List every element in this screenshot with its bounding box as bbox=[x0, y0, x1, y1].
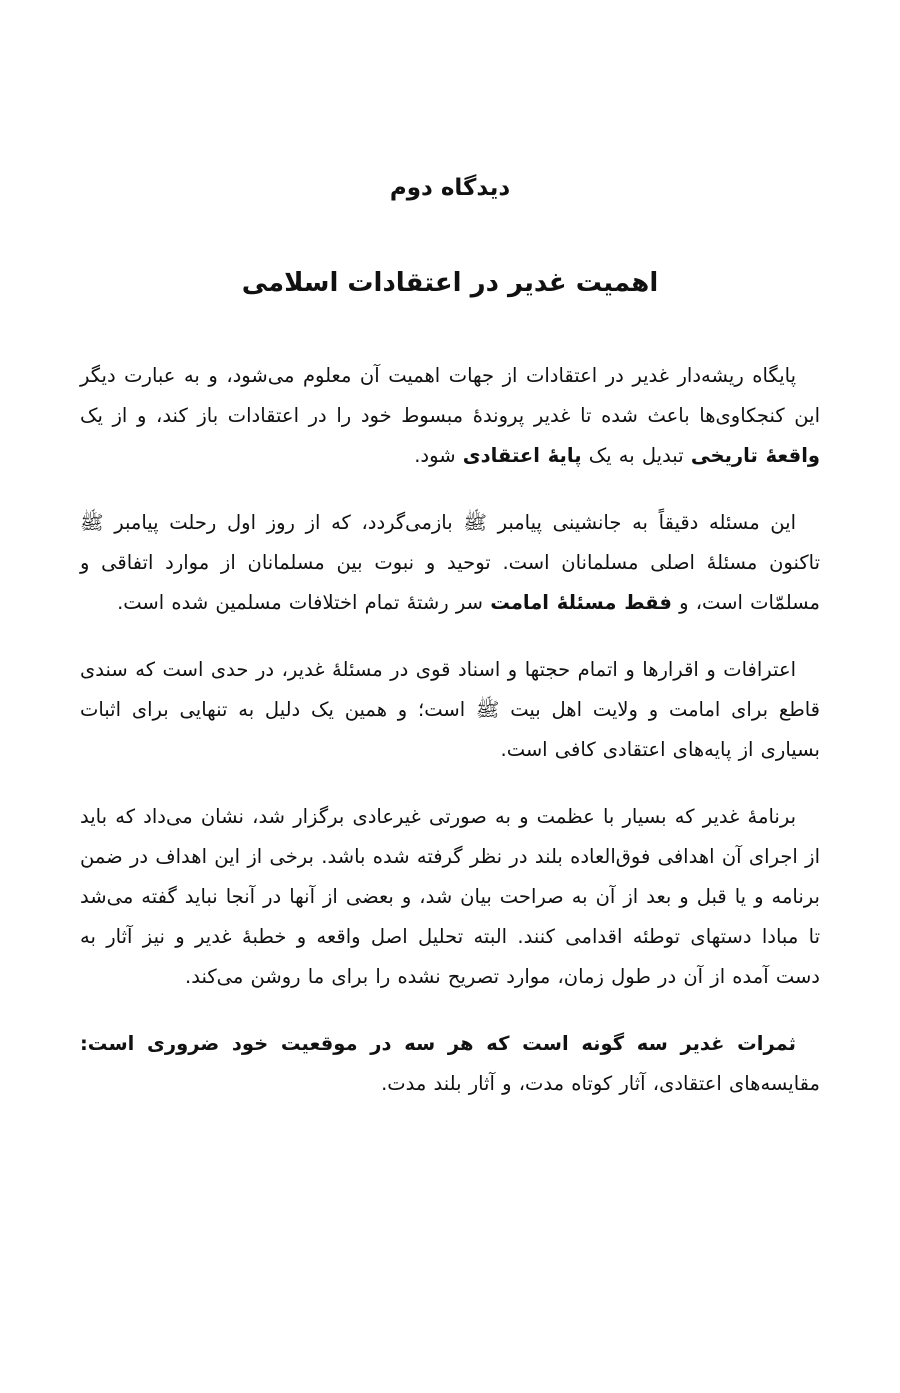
paragraph-5 bbox=[80, 1024, 820, 1104]
paragraph-5-text-c: مقایسه‌های اعتقادی، آثار کوتاه مدت، و آثار بلند مدت. bbox=[381, 1072, 820, 1095]
paragraph-1-bold-2: پایهٔ اعتقادی bbox=[462, 444, 582, 467]
paragraph-2-text-c: سر رشتهٔ تمام اختلافات مسلمین شده است. bbox=[117, 591, 491, 614]
paragraph-5-bold-1: ثمرات غدیر سه گونه است که هر سه در موقعیت خود ضروری است: bbox=[80, 1032, 796, 1055]
paragraph-1-bold-1: واقعهٔ تاریخی bbox=[690, 444, 820, 467]
paragraph-2-text-a: این مسئله دقیقاً به جانشینی پیامبر ﷺ بازمی‌گردد، که از روز اول رحلت پیامبر ﷺ تاکنون مسئلهٔ اصلی مسلمانان است. توحید و نبوت بین مسلمانان از موارد اتفاقی و مسلمّات است، و bbox=[80, 511, 820, 614]
paragraph-1-text-c: تبدیل به یک bbox=[581, 444, 691, 467]
paragraph-2 bbox=[80, 503, 820, 623]
section-title: اهمیت غدیر در اعتقادات اسلامی bbox=[241, 268, 659, 298]
paragraph-4: برنامهٔ غدیر که بسیار با عظمت و به صورتی غیرعادی برگزار شد، نشان می‌داد که باید از اجرای آن اهدافی فوق‌العاده بلند در نظر گرفته شده باشد. برخی از این اهداف در ضمن برنامه و یا قبل و بعد از آن به صراحت بیان شد، و بعضی از آنها در آنجا نباید گفته می‌شد تا مبادا دستهای توطئه اقدامی کنند. البته تحلیل اصل واقعه و خطبهٔ غدیر و نیز آثار به دست آمده از آن در طول زمان، موارد تصریح نشده را برای ما روشن می‌کند. bbox=[80, 805, 820, 988]
book-page bbox=[80, 0, 820, 1393]
paragraph-1 bbox=[80, 356, 820, 476]
paragraph-1-text-d: شود. bbox=[414, 444, 463, 467]
section-subtitle: دیدگاه دوم bbox=[389, 175, 511, 201]
paragraph-3: اعترافات و اقرارها و اتمام حجتها و اسناد قوی در مسئلهٔ غدیر، در حدی است که سندی قاطع برای امامت و ولایت اهل بیت ﷺ است؛ و همین یک دلیل به تنهایی برای اثبات بسیاری از پایه‌های اعتقادی کافی است. bbox=[80, 658, 820, 761]
paragraph-2-bold-1: فقط مسئلهٔ امامت bbox=[490, 591, 672, 614]
body-text bbox=[80, 356, 820, 1131]
paragraph-1-text-a: پایگاه ریشه‌دار غدیر در اعتقادات از جهات اهمیت آن معلوم می‌شود، و به عبارت دیگر این کنجکاوی‌ها باعث شده تا غدیر پروندهٔ مبسوط خود را در اعتقادات باز کند، و از یک bbox=[80, 364, 820, 427]
